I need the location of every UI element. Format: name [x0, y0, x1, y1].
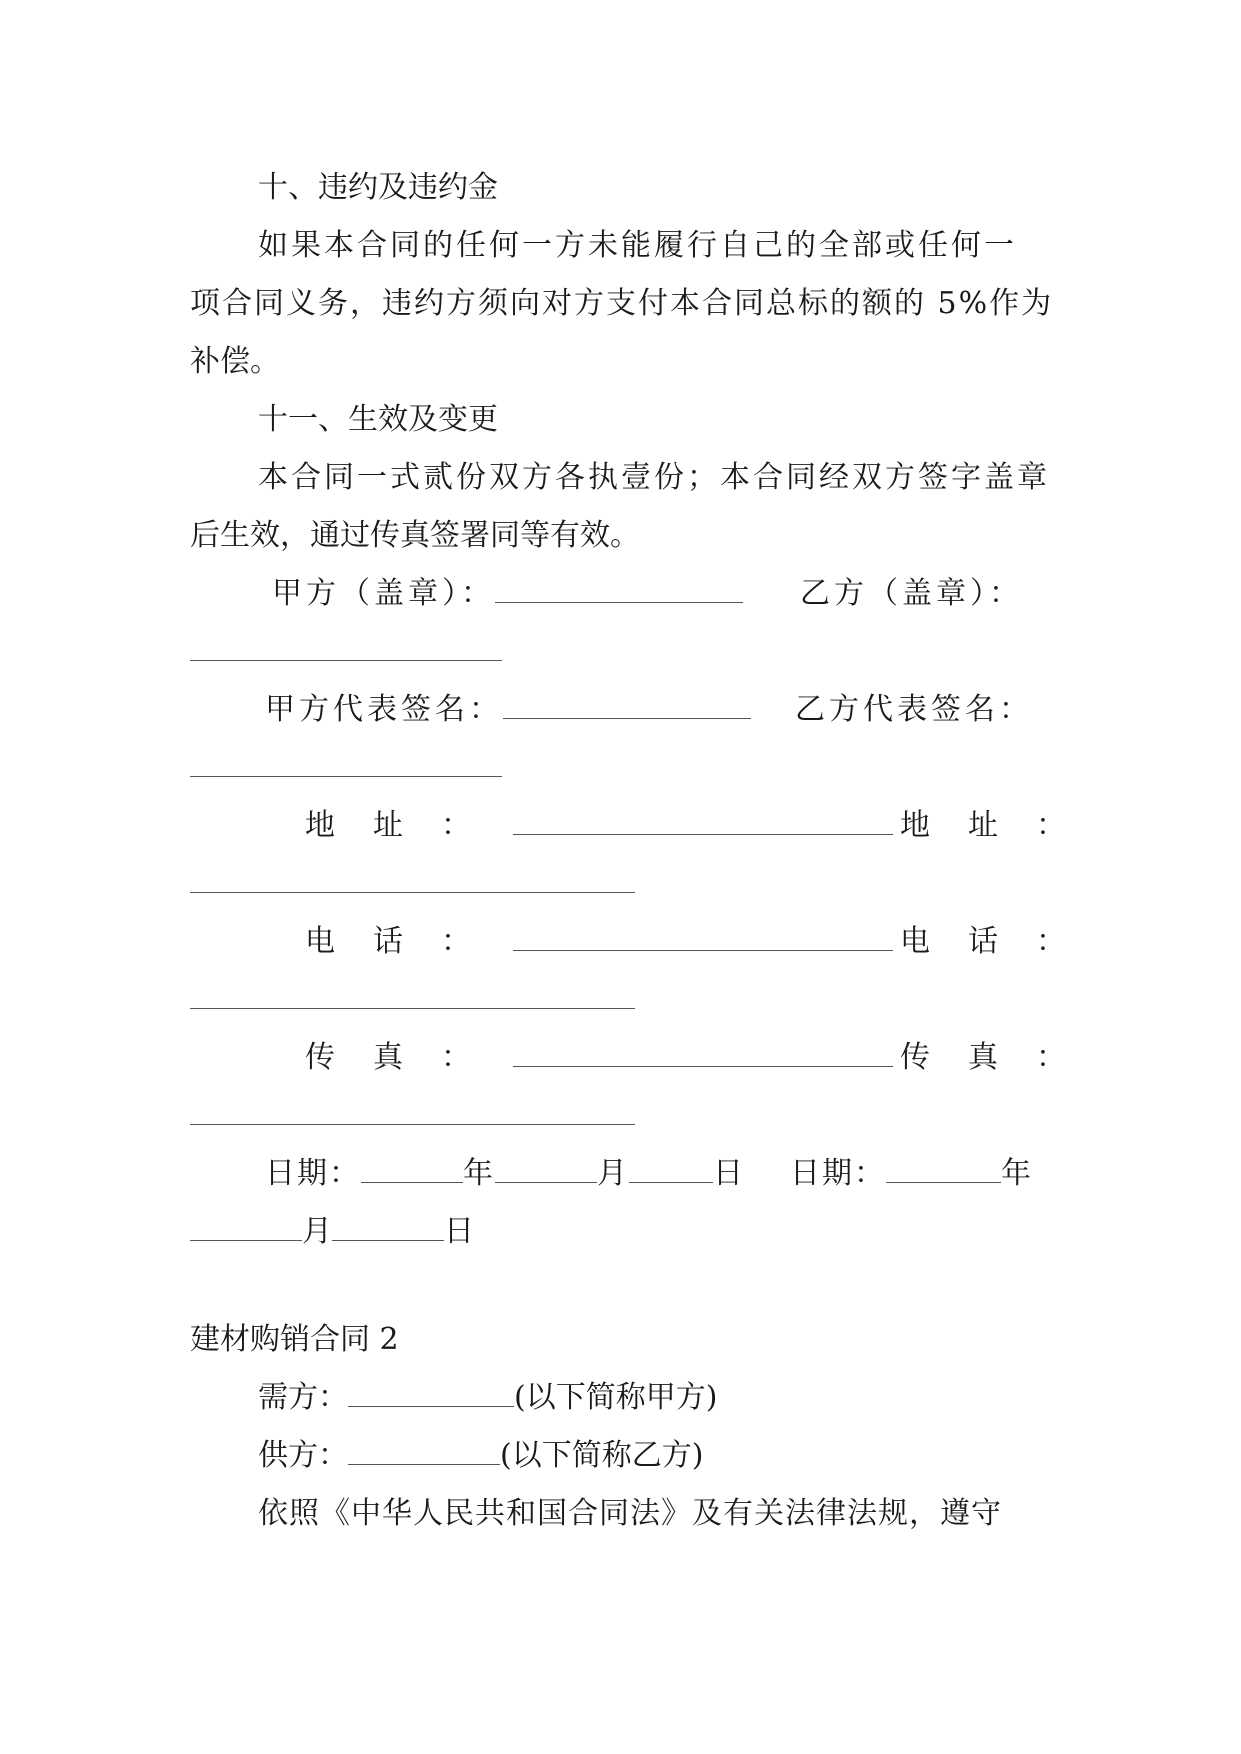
contract-2-intro: 依照《中华人民共和国合同法》及有关法律法规，遵守: [258, 1496, 1002, 1531]
party-b-year-label: 年: [1001, 1156, 1033, 1191]
party-b-date-label: 日期：: [790, 1156, 886, 1191]
section-10-heading: 十、违约及违约金: [258, 170, 498, 205]
section-10-paragraph-line-1: 如果本合同的任何一方未能履行自己的全部或任何一: [258, 228, 1017, 263]
buyer-note: (以下简称甲方): [514, 1380, 718, 1415]
section-10-paragraph-line-3: 补偿。: [190, 344, 280, 379]
party-a-year-blank: [361, 1156, 463, 1183]
party-a-date-label: 日期：: [265, 1156, 361, 1191]
party-a-phone-label: 电 话 ：: [305, 924, 475, 959]
party-b-year-blank: [886, 1156, 1001, 1183]
contract-2-title: 建材购销合同 2: [190, 1322, 399, 1357]
party-a-day-label: 日: [713, 1156, 745, 1191]
party-b-day-label: 日: [444, 1214, 474, 1249]
seller-label: 供方：: [258, 1438, 348, 1473]
party-a-day-blank: [629, 1156, 713, 1183]
party-a-date-row: [265, 1154, 745, 1194]
party-a-month-blank: [495, 1156, 597, 1183]
section-11-paragraph-line-2: 后生效，通过传真签署同等有效。: [190, 518, 640, 553]
section-10-paragraph-line-2: 项合同义务，违约方须向对方支付本合同总标的额的 5%作为: [190, 286, 1054, 321]
party-a-rep-row: [265, 690, 751, 730]
party-b-seal-label: 乙方（盖章）：: [800, 576, 1023, 611]
party-b-date-row: [790, 1154, 1033, 1194]
party-a-phone-row: [305, 922, 893, 962]
seller-note: (以下简称乙方): [500, 1438, 704, 1473]
party-b-phone-label: 电 话 ：: [900, 924, 1070, 959]
party-b-month-label: 月: [302, 1214, 332, 1249]
party-a-rep-blank: [503, 692, 751, 719]
party-a-address-blank: [513, 808, 893, 835]
party-b-fax-blank: [190, 1124, 635, 1125]
seller-blank: [348, 1438, 500, 1465]
party-b-day-blank: [332, 1214, 444, 1241]
party-a-month-label: 月: [597, 1156, 629, 1191]
party-a-fax-label: 传 真 ：: [305, 1040, 475, 1075]
party-a-address-row: [305, 806, 893, 846]
party-b-address-blank: [190, 892, 635, 893]
party-b-date-row-continued: [190, 1212, 474, 1252]
party-a-seal-blank: [495, 576, 743, 603]
party-a-seal-label: 甲方（盖章）：: [272, 576, 495, 611]
section-11-heading: 十一、生效及变更: [258, 402, 498, 437]
seller-row: [258, 1436, 703, 1476]
party-a-year-label: 年: [463, 1156, 495, 1191]
party-b-address-label: 地 址 ：: [900, 808, 1070, 843]
party-b-month-blank: [190, 1214, 302, 1241]
party-b-fax-label: 传 真 ：: [900, 1040, 1070, 1075]
party-a-seal-row: [272, 574, 743, 614]
section-11-paragraph-line-1: 本合同一式贰份双方各执壹份；本合同经双方签字盖章: [258, 460, 1050, 495]
party-b-phone-blank: [190, 1008, 635, 1009]
buyer-row: [258, 1378, 717, 1418]
buyer-blank: [348, 1380, 514, 1407]
party-a-fax-row: [305, 1038, 893, 1078]
party-a-rep-label: 甲方代表签名：: [265, 692, 503, 727]
party-b-rep-blank: [190, 776, 502, 777]
party-b-rep-label: 乙方代表签名：: [795, 692, 1033, 727]
buyer-label: 需方：: [258, 1380, 348, 1415]
party-a-fax-blank: [513, 1040, 893, 1067]
party-b-seal-blank: [190, 660, 502, 661]
party-a-address-label: 地 址 ：: [305, 808, 475, 843]
party-a-phone-blank: [513, 924, 893, 951]
